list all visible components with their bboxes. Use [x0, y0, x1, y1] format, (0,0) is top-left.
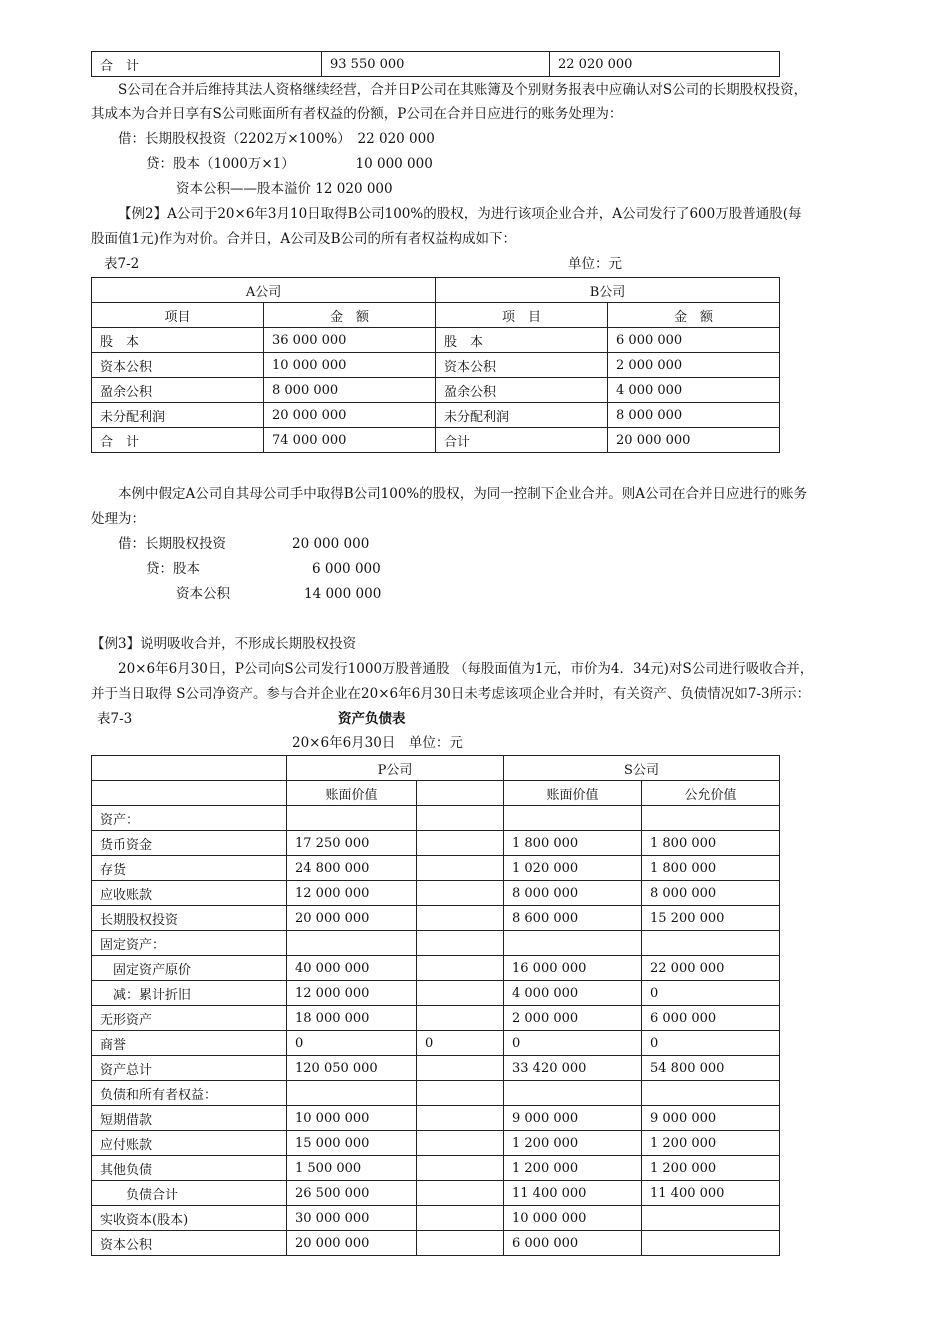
- table-cell: 36 000 000: [264, 328, 436, 353]
- table-cell: 1 200 000: [642, 1131, 780, 1156]
- table-cell: 8 000 000: [642, 881, 780, 906]
- journal-debit-value: 20 000 000: [292, 536, 370, 552]
- table-cell: [417, 1081, 504, 1106]
- table-cell: [287, 1081, 417, 1106]
- journal-credit-value: 6 000 000: [312, 561, 381, 577]
- table-cell: [417, 1006, 504, 1031]
- table-header-row: [92, 781, 780, 806]
- table-cell: 合 计: [92, 428, 264, 453]
- table-cell: [417, 931, 504, 956]
- table-cell: [642, 1081, 780, 1106]
- table-row: [92, 856, 780, 881]
- table-cell: 无形资产: [92, 1006, 287, 1031]
- table-cell: 1 200 000: [504, 1131, 642, 1156]
- paragraph-line: 【例2】A公司于20×6年3月10日取得B公司100%的股权，为进行该项企业合并，A公司发行了600万股普通股(每: [118, 206, 802, 222]
- table-row: [92, 1056, 780, 1081]
- table-cell: 16 000 000: [504, 956, 642, 981]
- table-cell: 9 000 000: [642, 1106, 780, 1131]
- column-header: 项 目: [436, 303, 608, 328]
- table-cell: 商誉: [92, 1031, 287, 1056]
- table-cell: 未分配利润: [92, 403, 264, 428]
- table-cell: 18 000 000: [287, 1006, 417, 1031]
- column-header: [92, 781, 287, 806]
- table-cell: [642, 1206, 780, 1231]
- table-7-2: [91, 277, 780, 453]
- table-cell: 40 000 000: [287, 956, 417, 981]
- table-cell: 资本公积: [436, 353, 608, 378]
- table-cell: 1 020 000: [504, 856, 642, 881]
- table-cell: 资本公积: [92, 353, 264, 378]
- table-cell: 10 000 000: [264, 353, 436, 378]
- table-cell: [504, 1081, 642, 1106]
- table-cell: 固定资产原价: [92, 956, 287, 981]
- table-cell: [417, 1206, 504, 1231]
- journal-credit-value: 14 000 000: [304, 586, 382, 602]
- table-row: [92, 1031, 780, 1056]
- table-cell: [417, 1131, 504, 1156]
- table-row: [92, 428, 780, 453]
- table-row: [92, 353, 780, 378]
- table-cell: [417, 956, 504, 981]
- table-cell: 12 000 000: [287, 881, 417, 906]
- table-cell: 2 000 000: [504, 1006, 642, 1031]
- table-cell: 固定资产：: [92, 931, 287, 956]
- table-title: 资产负债表: [338, 711, 406, 727]
- table-row: [92, 831, 780, 856]
- table-cell: 负债合计: [92, 1181, 287, 1206]
- table-cell: 股 本: [92, 328, 264, 353]
- table-cell: [417, 1056, 504, 1081]
- table-header-row: [92, 303, 780, 328]
- table-row: [92, 378, 780, 403]
- table-cell: 20 000 000: [264, 403, 436, 428]
- table-cell: 6 000 000: [504, 1231, 642, 1256]
- table-cell: 8 000 000: [608, 403, 780, 428]
- table-row: [92, 1006, 780, 1031]
- table-cell: [504, 806, 642, 831]
- table-cell: 存货: [92, 856, 287, 881]
- total-label: 合 计: [92, 52, 322, 77]
- table-cell: 20 000 000: [287, 1231, 417, 1256]
- paragraph-line: 本例中假定A公司自其母公司手中取得B公司100%的股权，为同一控制下企业合并。则A公司在合并日应进行的账务: [118, 486, 808, 502]
- table-cell: 实收资本(股本): [92, 1206, 287, 1231]
- table-cell: [417, 1181, 504, 1206]
- table-cell: 减：累计折旧: [92, 981, 287, 1006]
- table-cell: 短期借款: [92, 1106, 287, 1131]
- column-header: 账面价值: [504, 781, 642, 806]
- table-cell: 8 000 000: [504, 881, 642, 906]
- table-cell: 33 420 000: [504, 1056, 642, 1081]
- table-cell: 未分配利润: [436, 403, 608, 428]
- table-cell: 资本公积: [92, 1231, 287, 1256]
- journal-debit: 借：长期股权投资（2202万×100%） 22 020 000: [118, 131, 435, 147]
- paragraph-line: 其成本为合并日享有S公司账面所有者权益的份额，P公司在合并日应进行的账务处理为：: [91, 106, 623, 122]
- table-row: [92, 1181, 780, 1206]
- table-cell: 1 200 000: [504, 1156, 642, 1181]
- table-cell: 9 000 000: [504, 1106, 642, 1131]
- table-row: [92, 1131, 780, 1156]
- table-cell: [642, 806, 780, 831]
- column-header: 项目: [92, 303, 264, 328]
- table-cell: 应付账款: [92, 1131, 287, 1156]
- table-cell: 15 000 000: [287, 1131, 417, 1156]
- table-cell: 54 800 000: [642, 1056, 780, 1081]
- table-cell: 盈余公积: [436, 378, 608, 403]
- table-cell: [417, 831, 504, 856]
- top-total-table: [91, 51, 780, 77]
- table-cell: 1 800 000: [642, 856, 780, 881]
- group-header: A公司: [92, 278, 436, 303]
- table-cell: 10 000 000: [504, 1206, 642, 1231]
- journal-debit-label: 借：长期股权投资: [118, 536, 226, 552]
- table-cell: 6 000 000: [608, 328, 780, 353]
- table-cell: [417, 881, 504, 906]
- table-cell: 8 000 000: [264, 378, 436, 403]
- table-cell: 2 000 000: [608, 353, 780, 378]
- table-cell: 26 500 000: [287, 1181, 417, 1206]
- table-row: [92, 956, 780, 981]
- table-cell: 10 000 000: [287, 1106, 417, 1131]
- total-p-value: 93 550 000: [322, 52, 550, 77]
- table-cell: [417, 1156, 504, 1181]
- table-cell: [287, 931, 417, 956]
- paragraph-line: S公司在合并后维持其法人资格继续经营，合并日P公司在其账簿及个别财务报表中应确认对S公司的长期股权投资，: [118, 82, 808, 98]
- table-cell: 资产总计: [92, 1056, 287, 1081]
- table-cell: 11 400 000: [504, 1181, 642, 1206]
- table-cell: 资产：: [92, 806, 287, 831]
- table-row: [92, 806, 780, 831]
- paragraph-line: 处理为：: [91, 511, 145, 527]
- table-cell: [504, 931, 642, 956]
- table-cell: 1 500 000: [287, 1156, 417, 1181]
- example-title: 【例3】说明吸收合并，不形成长期股权投资: [91, 636, 357, 652]
- table-row: [92, 1231, 780, 1256]
- journal-credit: 资本公积——股本溢价 12 020 000: [176, 181, 393, 197]
- paragraph-line: 并于当日取得 S公司净资产。参与合并企业在20×6年6月30日未考虑该项企业合并时，有关资产、负债情况如7-3所示：: [91, 686, 811, 702]
- journal-credit-label: 贷：股本: [146, 561, 200, 577]
- paragraph-line: 股面值1元)作为对价。合并日，A公司及B公司的所有者权益构成如下：: [91, 231, 517, 247]
- table-cell: [417, 806, 504, 831]
- table-caption: 表7-3: [97, 711, 133, 727]
- column-header: 账面价值: [287, 781, 417, 806]
- table-cell: 24 800 000: [287, 856, 417, 881]
- table-group-row: [92, 756, 780, 781]
- table-cell: 17 250 000: [287, 831, 417, 856]
- table-cell: 22 000 000: [642, 956, 780, 981]
- table-cell: 20 000 000: [287, 906, 417, 931]
- table-row: [92, 403, 780, 428]
- table-row: [92, 1081, 780, 1106]
- table-cell: [417, 981, 504, 1006]
- table-row: [92, 328, 780, 353]
- table-cell: 合计: [436, 428, 608, 453]
- table-cell: 0: [642, 981, 780, 1006]
- table-cell: 8 600 000: [504, 906, 642, 931]
- table-cell: [642, 1231, 780, 1256]
- table-cell: 30 000 000: [287, 1206, 417, 1231]
- table-cell: 1 800 000: [642, 831, 780, 856]
- table-cell: 20 000 000: [608, 428, 780, 453]
- column-header: 公允价值: [642, 781, 780, 806]
- table-row: [92, 931, 780, 956]
- table-cell: 1 200 000: [642, 1156, 780, 1181]
- group-header: B公司: [436, 278, 780, 303]
- table-cell: 6 000 000: [642, 1006, 780, 1031]
- table-unit: 单位：元: [568, 256, 622, 272]
- empty-cell: [92, 756, 287, 781]
- table-group-row: [92, 278, 780, 303]
- table-cell: 股 本: [436, 328, 608, 353]
- table-cell: [417, 1106, 504, 1131]
- column-header: 金 额: [608, 303, 780, 328]
- table-7-3: [91, 755, 780, 1256]
- table-cell: 其他负债: [92, 1156, 287, 1181]
- table-cell: 74 000 000: [264, 428, 436, 453]
- table-cell: [417, 1231, 504, 1256]
- group-header: P公司: [287, 756, 504, 781]
- column-header: [417, 781, 504, 806]
- table-cell: 4 000 000: [608, 378, 780, 403]
- table-cell: 长期股权投资: [92, 906, 287, 931]
- table-cell: [642, 931, 780, 956]
- group-header: S公司: [504, 756, 780, 781]
- table-cell: [417, 906, 504, 931]
- table-cell: 0: [504, 1031, 642, 1056]
- table-row: [92, 1156, 780, 1181]
- table-cell: 应收账款: [92, 881, 287, 906]
- table-cell: 货币资金: [92, 831, 287, 856]
- column-header: 金 额: [264, 303, 436, 328]
- table-row: [92, 1206, 780, 1231]
- table-cell: 4 000 000: [504, 981, 642, 1006]
- table-row: [92, 981, 780, 1006]
- table-row: [92, 906, 780, 931]
- table-cell: 0: [642, 1031, 780, 1056]
- table-cell: 11 400 000: [642, 1181, 780, 1206]
- table-cell: 负债和所有者权益：: [92, 1081, 287, 1106]
- table-cell: 1 800 000: [504, 831, 642, 856]
- table-caption: 表7-2: [104, 256, 140, 272]
- total-s-value: 22 020 000: [550, 52, 780, 77]
- table-cell: 12 000 000: [287, 981, 417, 1006]
- table-cell: 盈余公积: [92, 378, 264, 403]
- table-cell: 0: [417, 1031, 504, 1056]
- table-row: [92, 881, 780, 906]
- table-cell: 0: [287, 1031, 417, 1056]
- table-row: [92, 1106, 780, 1131]
- paragraph-line: 20×6年6月30日，P公司向S公司发行1000万股普通股 （每股面值为1元，市价为4．34元)对S公司进行吸收合并，: [118, 661, 814, 677]
- table-cell: 120 050 000: [287, 1056, 417, 1081]
- table-cell: 15 200 000: [642, 906, 780, 931]
- journal-credit-label: 资本公积: [176, 586, 230, 602]
- table-cell: [287, 806, 417, 831]
- table-row: [92, 52, 780, 77]
- table-cell: [417, 856, 504, 881]
- journal-credit: 贷：股本（1000万×1） 10 000 000: [146, 156, 433, 172]
- table-date-unit: 20×6年6月30日 单位：元: [292, 735, 463, 751]
